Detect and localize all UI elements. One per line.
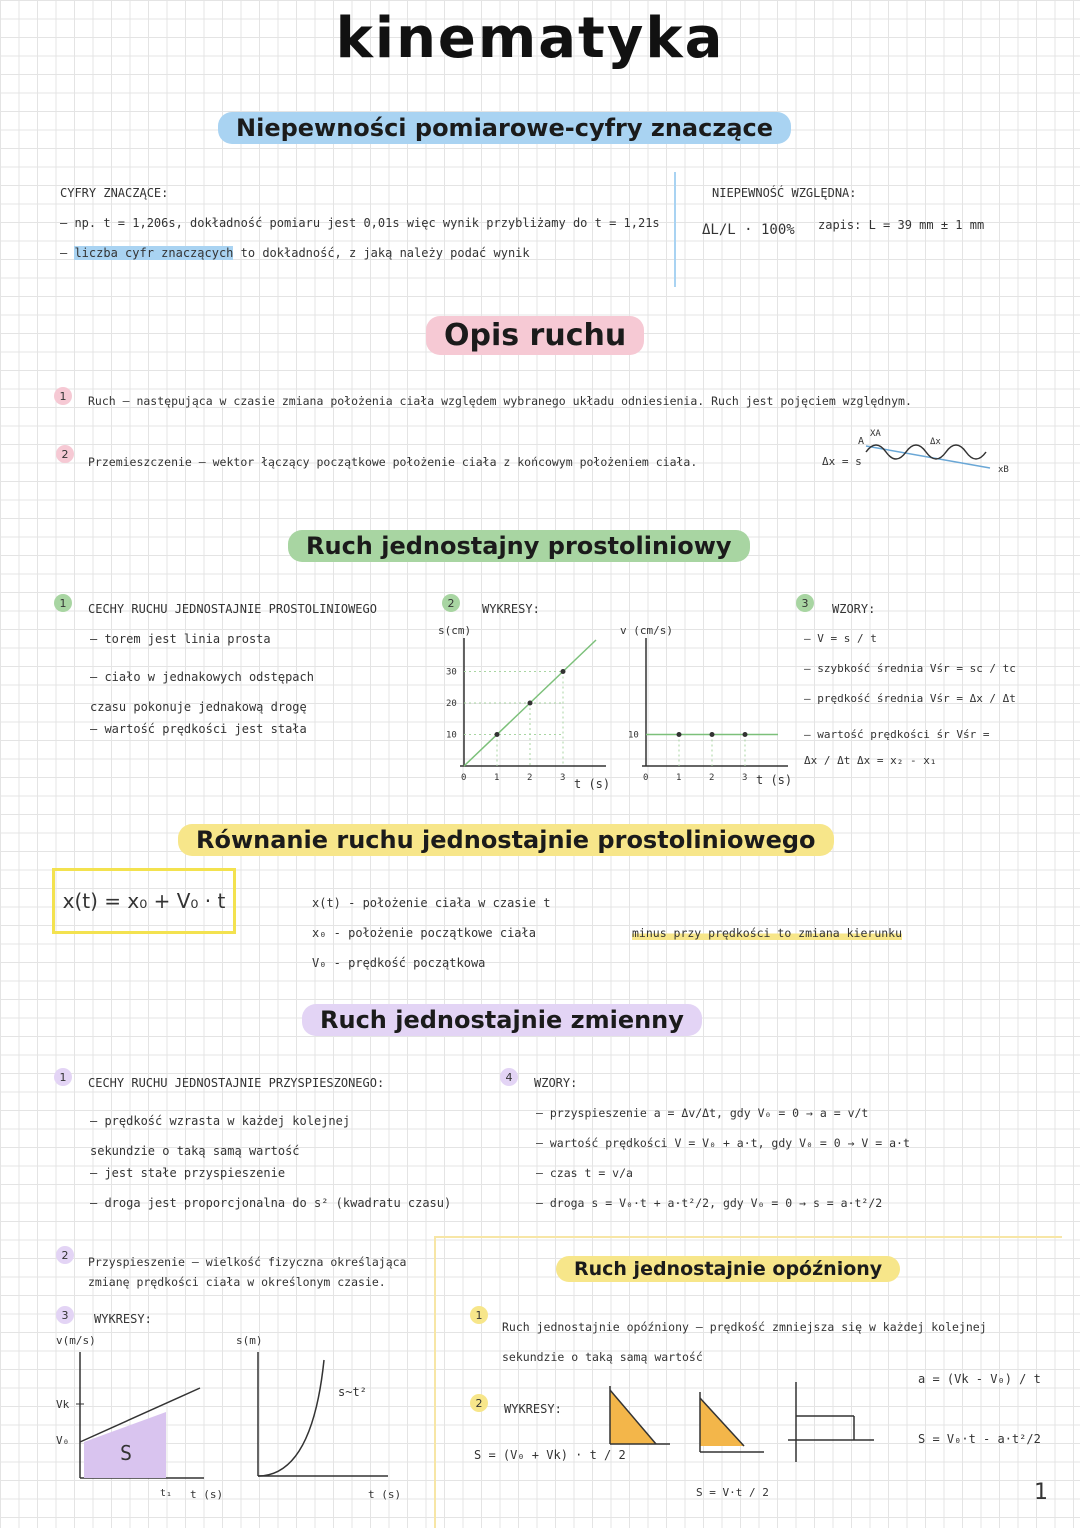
g1-vk: Vk [56, 1398, 70, 1411]
svg-text:xB: xB [998, 465, 1009, 475]
ruch-definition: Ruch — następująca w czasie zmiana położenia ciała względem wybranego układu odniesienia. Ruch jest pojęciem względnym. [88, 394, 912, 408]
chart-decel-2 [684, 1388, 768, 1468]
num-4: 4 [500, 1068, 518, 1086]
g2-label: s~t² [338, 1385, 367, 1399]
delta-x: Δx = s [822, 455, 862, 468]
cyfry-title: CYFRY ZNACZĄCE: [60, 186, 169, 200]
cecha-z-2: – jest stałe przyspieszenie [90, 1166, 286, 1180]
wzor-4-text: wartość prędkości śr Vśr = Δx / Δt Δx = x₂ - x₁ [804, 728, 990, 767]
g2-ylabel: s(m) [236, 1334, 263, 1347]
wzor-1: – V = s / t [804, 632, 877, 645]
chart-s-ylabel: s(cm) [438, 624, 472, 637]
cecha-z-3: – droga jest proporcjonalna do s² (kwadratu czasu) [90, 1196, 452, 1210]
g1-t: t (s) [190, 1488, 224, 1501]
opozniony-s-formula-2: S = V·t / 2 [696, 1486, 769, 1499]
chart-v-ylabel: v (cm/s) [620, 624, 673, 637]
num-3: 3 [796, 594, 814, 612]
wzor-z-1: – przyspieszenie a = Δv/Δt, gdy V₀ = 0 → a = v/t [536, 1106, 869, 1120]
chart-v-xtick: 2 [709, 773, 715, 783]
num-1: 1 [470, 1306, 488, 1324]
cyfry-line-2-text: to dokładność, z jaką należy podać wynik [240, 246, 530, 260]
chart-v-ytick: 10 [628, 730, 639, 741]
section-heading-opis-ruchu: Opis ruchu [426, 316, 644, 355]
section-heading-rownanie: Równanie ruchu jednostajnie prostoliniowego [178, 824, 834, 856]
g1-s: S [120, 1441, 133, 1465]
cecha-3-text: wartość prędkości jest stała [104, 722, 307, 736]
chart-v-xlabel: t (s) [756, 773, 793, 787]
chart-v-xtick: 0 [643, 773, 649, 783]
g2-t: t (s) [368, 1488, 402, 1501]
cecha-2: – ciało w jednakowych odstępach czasu pokonuje jednakową drogę [90, 670, 314, 714]
minus-note: minus przy prędkości to zmiana kierunku [632, 926, 903, 940]
opozniony-formula-a: a = (Vk - V₀) / t [918, 1372, 1041, 1386]
wzor-z-2-text: wartość prędkości V = V₀ + a·t, gdy V₀ = 0 → V = a·t [549, 1136, 910, 1150]
g1-v0: V₀ [56, 1434, 70, 1447]
wykresy-z-title: WYKRESY: [94, 1312, 152, 1326]
cecha-1-text: torem jest linia prosta [104, 632, 271, 646]
wzor-z-4: – droga s = V₀·t + a·t²/2, gdy V₀ = 0 → s = a·t²/2 [536, 1196, 883, 1210]
num-1: 1 [54, 594, 72, 612]
cyfry-highlight: liczba cyfr znaczących [74, 246, 234, 260]
przemieszczenie-definition: Przemieszczenie — wektor łączący początkowe położenie ciała z końcowym położeniem ciała. [88, 455, 698, 469]
g1-t1: t₁ [160, 1488, 173, 1499]
niepewnosc-formula: ΔL/L · 100% [702, 222, 795, 238]
cecha-z-1: – prędkość wzrasta w każdej kolejnej sekundzie o taką samą wartość [90, 1114, 351, 1158]
wzor-2: – szybkość średnia Vśr = sc / tc [804, 662, 1016, 675]
wzor-z-2: – wartość prędkości V = V₀ + a·t, gdy V₀ = 0 → V = a·t [536, 1136, 910, 1150]
wzor-z-4-text: droga s = V₀·t + a·t²/2, gdy V₀ = 0 → s = a·t²/2 [549, 1196, 883, 1210]
wykresy-title: WYKRESY: [482, 602, 540, 616]
chart-s-xtick: 3 [560, 773, 566, 783]
num-3: 3 [56, 1306, 74, 1324]
chart-s-xtick: 1 [494, 773, 500, 783]
chart-v-point [677, 732, 682, 737]
chart-s-point [495, 732, 500, 737]
wzor-3: – prędkość średnia Vśr = Δx / Δt [804, 692, 1016, 705]
num-2: 2 [442, 594, 460, 612]
niepewnosc-title: NIEPEWNOŚĆ WZGLĘDNA: [712, 186, 857, 200]
zapis: zapis: L = 39 mm ± 1 mm [818, 218, 985, 232]
chart-v-point [710, 732, 715, 737]
cecha-2-text: ciało w jednakowych odstępach czasu pokonuje jednakową drogę [90, 670, 314, 714]
section-heading-ruch-jednostajny: Ruch jednostajny prostoliniowy [288, 530, 750, 562]
def-1: x(t) - położenie ciała w czasie t [312, 896, 551, 910]
cecha-z-1-text: prędkość wzrasta w każdej kolejnej sekundzie o taką samą wartość [90, 1114, 351, 1158]
przyspieszenie-definition: Przyspieszenie — wielkość fizyczna określająca zmianę prędkości ciała w określonym czasie. [88, 1255, 407, 1289]
chart-s-xlabel: t (s) [574, 777, 611, 791]
wzor-2-text: szybkość średnia Vśr = sc / tc [817, 662, 1016, 675]
page-number: 1 [1034, 1480, 1048, 1505]
path-sketch [850, 422, 1020, 484]
chart-s-ytick: 30 [446, 667, 457, 678]
num-2: 2 [56, 1246, 74, 1264]
wzor-z-3: – czas t = v/a [536, 1166, 633, 1180]
chart-decel-a [778, 1376, 878, 1466]
section-heading-opozniony: Ruch jednostajnie opóźniony [556, 1256, 900, 1282]
cechy-przysp-title: CECHY RUCHU JEDNOSTAJNIE PRZYSPIESZONEGO: [88, 1076, 385, 1090]
chart-v-xtick: 1 [676, 773, 682, 783]
cecha-3: – wartość prędkości jest stała [90, 722, 307, 736]
svg-text:Δx: Δx [930, 437, 941, 447]
chart-v-t [618, 616, 798, 794]
num-1: 1 [54, 387, 72, 405]
wzor-1-text: V = s / t [817, 632, 877, 645]
svg-text:XA: XA [870, 429, 881, 439]
section-heading-niepewnosci: Niepewności pomiarowe-cyfry znaczące [218, 112, 791, 144]
num-2: 2 [470, 1394, 488, 1412]
chart-s-point [561, 669, 566, 674]
chart-s-t [436, 616, 616, 794]
divider [674, 172, 676, 287]
equation-box: x(t) = x₀ + V₀ · t [52, 868, 236, 934]
chart-v-point [743, 732, 748, 737]
chart-v-t-accel [54, 1326, 234, 1504]
svg-text:A: A [858, 436, 865, 447]
opozniony-s-formula: S = (V₀ + Vk) · t / 2 [474, 1448, 626, 1462]
chart-s-t-accel [232, 1326, 402, 1504]
wzory-z-title: WZORY: [534, 1076, 578, 1090]
chart-v-xtick: 3 [742, 773, 748, 783]
chart-decel-1 [594, 1382, 674, 1462]
cyfry-line-1: – np. t = 1,206s, dokładność pomiaru jest 0,01s więc wynik przybliżamy do t = 1,21s [60, 216, 660, 230]
num-1: 1 [54, 1068, 72, 1086]
wzor-z-1-text: przyspieszenie a = Δv/Δt, gdy V₀ = 0 → a = v/t [549, 1106, 869, 1120]
wykresy-o-title: WYKRESY: [504, 1402, 562, 1416]
chart-s-ytick: 20 [446, 699, 457, 709]
g1-ylabel: v(m/s) [56, 1334, 96, 1347]
chart-s-point [528, 701, 533, 706]
chart-s-xtick: 0 [461, 773, 467, 783]
chart-s-xtick: 2 [527, 773, 533, 783]
cecha-z-2-text: jest stałe przyspieszenie [104, 1166, 286, 1180]
cecha-1: – torem jest linia prosta [90, 632, 271, 646]
cyfry-line-2: – liczba cyfr znaczących to dokładność, z jaką należy podać wynik [60, 246, 530, 260]
num-2: 2 [56, 445, 74, 463]
cechy-title: CECHY RUCHU JEDNOSTAJNIE PROSTOLINIOWEGO [88, 602, 377, 616]
chart-s-ytick: 10 [446, 730, 457, 741]
def-2: x₀ - położenie początkowe ciała [312, 926, 536, 940]
cyfry-line-1-text: np. t = 1,206s, dokładność pomiaru jest 0,01s więc wynik przybliżamy do t = 1,21s [74, 216, 660, 230]
wzor-3-text: prędkość średnia Vśr = Δx / Δt [817, 692, 1016, 705]
wzor-4: – wartość prędkości śr Vśr = Δx / Δt Δx = x₂ - x₁ [804, 728, 990, 767]
opozniony-definition: Ruch jednostajnie opóźniony — prędkość zmniejsza się w każdej kolejnej sekundzie o taką samą wartość [502, 1320, 987, 1364]
wzor-z-3-text: czas t = v/a [549, 1166, 633, 1180]
section-heading-zmienny: Ruch jednostajnie zmienny [302, 1004, 702, 1036]
opozniony-s-formula-3: S = V₀·t - a·t²/2 [918, 1432, 1041, 1446]
def-3: V₀ - prędkość początkowa [312, 956, 486, 970]
wzory-title: WZORY: [832, 602, 876, 616]
page-title: kinematyka [335, 6, 725, 71]
cecha-z-3-text: droga jest proporcjonalna do s² (kwadratu czasu) [104, 1196, 452, 1210]
